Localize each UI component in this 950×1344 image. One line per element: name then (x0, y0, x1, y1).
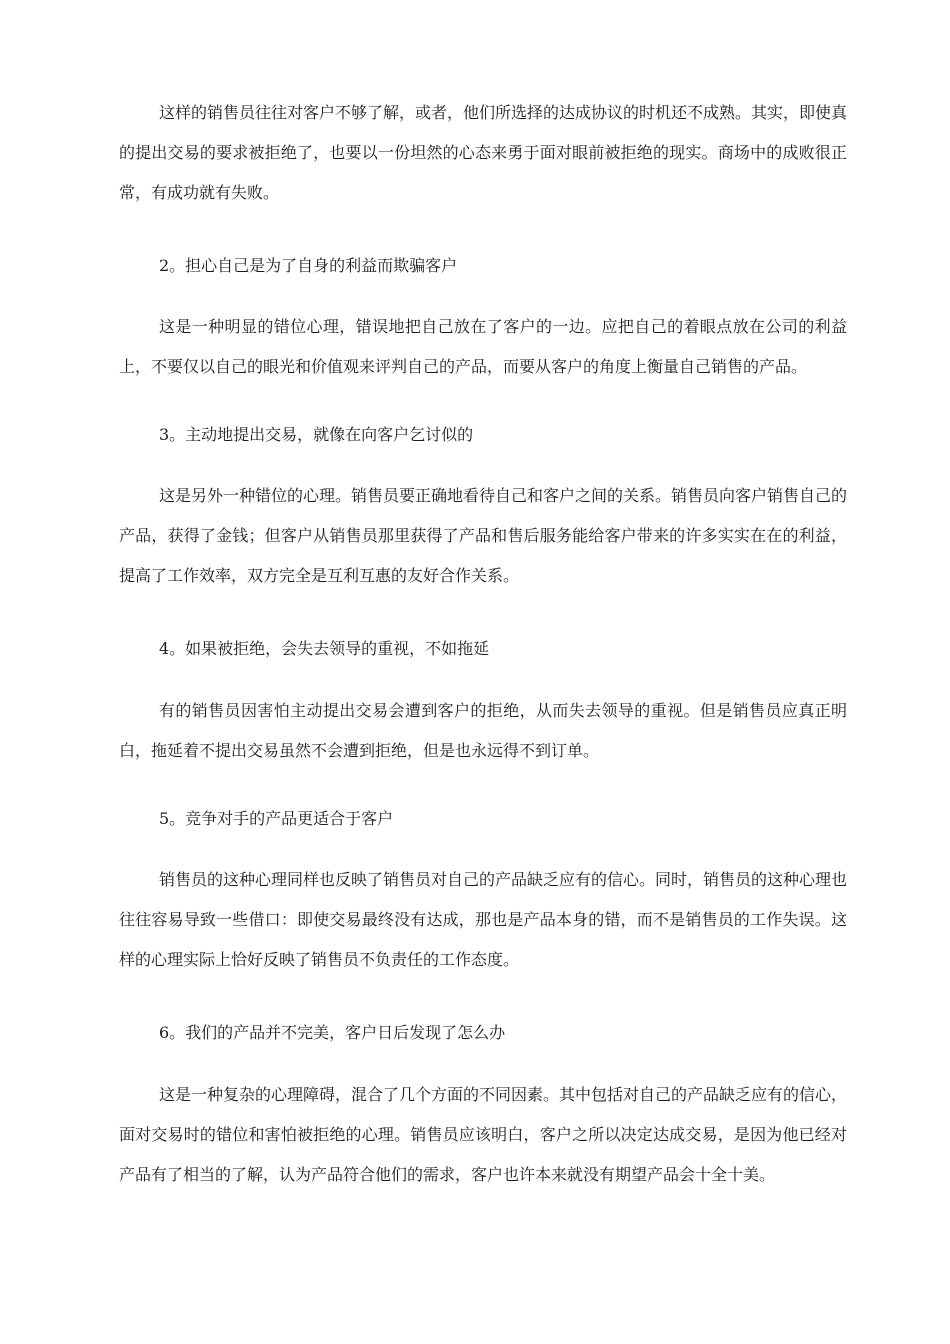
heading-3 (119, 415, 847, 455)
paragraph-text: 销售员的这种心理同样也反映了销售员对自己的产品缺乏应有的信心。同时，销售员的这种心理也往往容易导致一些借口：即使交易最终没有达成，那也是产品本身的错，而不是销售员的工作失误。这样的心理实际上恰好反映了销售员不负责任的工作态度。 (119, 870, 848, 969)
paragraph-3 (119, 476, 847, 596)
heading-text: 5。竞争对手的产品更适合于客户 (159, 809, 394, 828)
heading-text: 4。如果被拒绝，会失去领导的重视，不如拖延 (159, 639, 490, 658)
paragraph-1 (119, 93, 847, 213)
paragraph-text: 这是另外一种错位的心理。销售员要正确地看待自己和客户之间的关系。销售员向客户销售自己的产品，获得了金钱；但客户从销售员那里获得了产品和售后服务能给客户带来的许多实实在在的利益，提高了工作效率，双方完全是互利互惠的友好合作关系。 (119, 486, 848, 585)
paragraph-text: 这是一种复杂的心理障碍，混合了几个方面的不同因素。其中包括对自己的产品缺乏应有的信心，面对交易时的错位和害怕被拒绝的心理。销售员应该明白，客户之所以决定达成交易，是因为他已经对产品有了相当的了解，认为产品符合他们的需求，客户也许本来就没有期望产品会十全十美。 (119, 1085, 848, 1184)
heading-5 (119, 799, 847, 839)
heading-text: 6。我们的产品并不完美，客户日后发现了怎么办 (159, 1023, 506, 1042)
heading-text: 2。担心自己是为了自身的利益而欺骗客户 (159, 256, 458, 275)
paragraph-5 (119, 860, 847, 980)
paragraph-2 (119, 307, 847, 387)
paragraph-text: 这样的销售员往往对客户不够了解，或者，他们所选择的达成协议的时机还不成熟。其实，即使真的提出交易的要求被拒绝了，也要以一份坦然的心态来勇于面对眼前被拒绝的现实。商场中的成败很正常，有成功就有失败。 (119, 103, 848, 202)
paragraph-4 (119, 691, 847, 771)
heading-6 (119, 1013, 847, 1053)
paragraph-6 (119, 1075, 847, 1195)
paragraph-text: 这是一种明显的错位心理，错误地把自己放在了客户的一边。应把自己的着眼点放在公司的利益上，不要仅以自己的眼光和价值观来评判自己的产品，而要从客户的角度上衡量自己销售的产品。 (119, 317, 847, 376)
heading-2 (119, 246, 847, 286)
heading-text: 3。主动地提出交易，就像在向客户乞讨似的 (159, 425, 474, 444)
heading-4 (119, 629, 847, 669)
paragraph-text: 有的销售员因害怕主动提出交易会遭到客户的拒绝，从而失去领导的重视。但是销售员应真正明白，拖延着不提出交易虽然不会遭到拒绝，但是也永远得不到订单。 (119, 701, 847, 760)
